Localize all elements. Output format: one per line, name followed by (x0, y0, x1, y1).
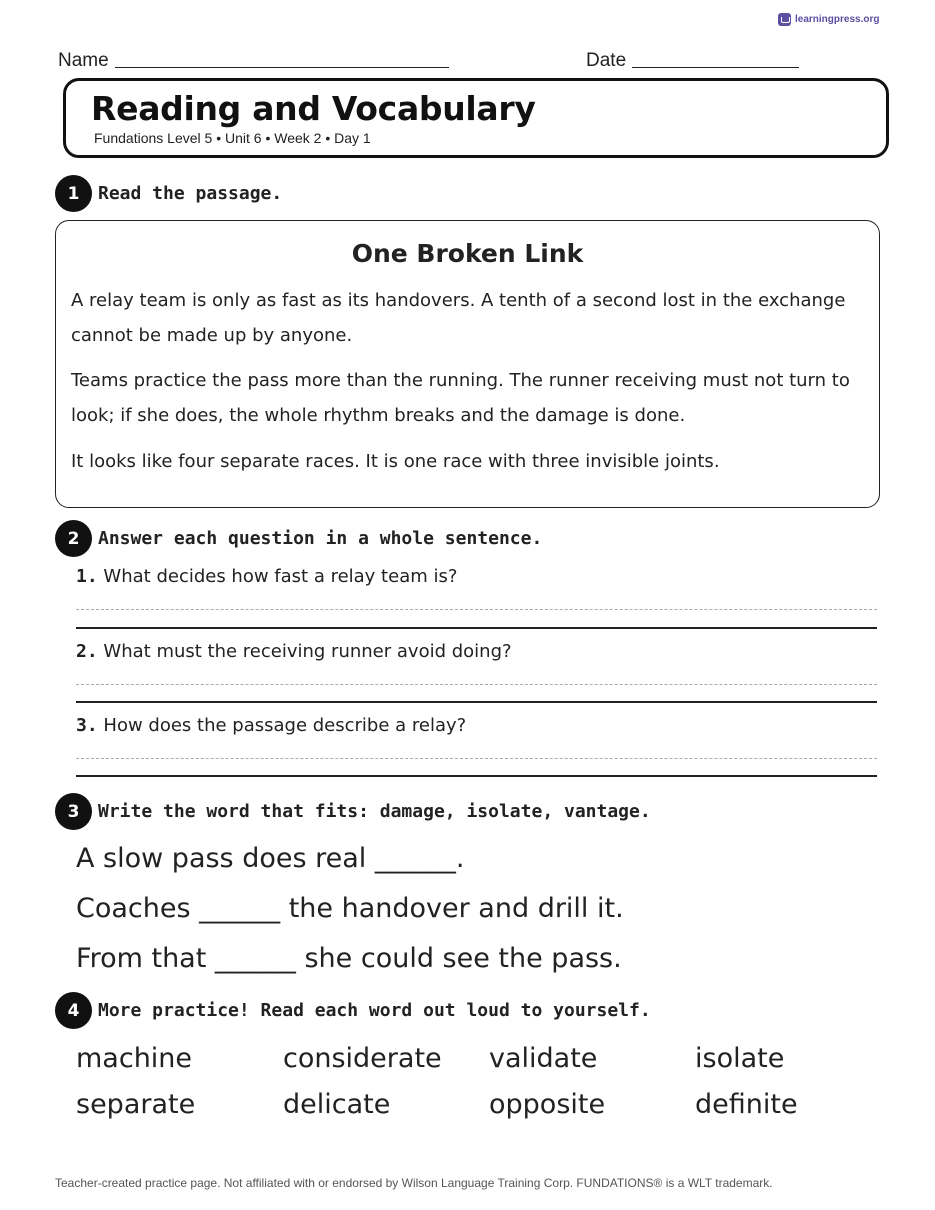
name-blank[interactable] (115, 50, 449, 68)
section-1-heading (55, 175, 282, 212)
answer-guide-line (76, 684, 877, 685)
section-instruction: More practice! Read each word out loud to yourself. (98, 1000, 651, 1021)
practice-word: considerate (283, 1043, 442, 1074)
date-blank[interactable] (632, 50, 799, 68)
name-field (58, 48, 449, 72)
answer-line-3[interactable] (76, 775, 877, 777)
section-3-heading (55, 793, 651, 830)
practice-word: isolate (695, 1043, 785, 1074)
brand-logo[interactable] (778, 13, 879, 26)
fill-in-sentence[interactable]: From that ______ she could see the pass. (76, 943, 622, 974)
book-icon (778, 13, 791, 26)
question-text: What decides how fast a relay team is? (103, 566, 458, 587)
name-label: Name (58, 50, 109, 71)
question-text: What must the receiving runner avoid doing? (103, 641, 512, 662)
section-number: 3 (55, 793, 92, 830)
practice-word: delicate (283, 1089, 391, 1120)
answer-guide-line (76, 758, 877, 759)
practice-word: definite (695, 1089, 798, 1120)
passage-box (55, 220, 880, 508)
question-text: How does the passage describe a relay? (103, 715, 467, 736)
question-3 (76, 715, 466, 736)
practice-word: separate (76, 1089, 196, 1120)
passage-paragraph: Teams practice the pass more than the running. The runner receiving must not turn to look; if she does, the whole rhythm breaks and the damage is done. (71, 370, 850, 426)
question-number: 3. (76, 715, 98, 736)
section-number: 2 (55, 520, 92, 557)
passage-paragraph: It looks like four separate races. It is one race with three invisible joints. (71, 451, 720, 472)
section-instruction: Read the passage. (98, 183, 283, 204)
section-instruction: Answer each question in a whole sentence. (98, 528, 543, 549)
section-2-heading (55, 520, 542, 557)
passage-title: One Broken Link (351, 239, 584, 268)
section-number: 1 (55, 175, 92, 212)
fill-in-sentence[interactable]: Coaches ______ the handover and drill it. (76, 893, 624, 924)
answer-line-2[interactable] (76, 701, 877, 703)
brand-name: learningpress.org (795, 14, 880, 25)
section-instruction: Write the word that fits: damage, isolate, vantage. (98, 801, 651, 822)
question-number: 1. (76, 566, 98, 587)
answer-guide-line (76, 609, 877, 610)
answer-line-1[interactable] (76, 627, 877, 629)
page-subtitle: Fundations Level 5 • Unit 6 • Week 2 • Day 1 (94, 130, 371, 146)
fill-in-sentence[interactable]: A slow pass does real ______. (76, 843, 465, 874)
date-field (586, 48, 799, 72)
section-4-heading (55, 992, 651, 1029)
passage-paragraph: A relay team is only as fast as its handovers. A tenth of a second lost in the exchange cannot be made up by anyone. (71, 290, 846, 346)
date-label: Date (586, 50, 627, 71)
question-2 (76, 641, 512, 662)
practice-word: validate (489, 1043, 598, 1074)
section-number: 4 (55, 992, 92, 1029)
question-number: 2. (76, 641, 98, 662)
footer-disclaimer: Teacher-created practice page. Not affiliated with or endorsed by Wilson Language Training Corp. FUNDATIONS® is a WLT trademark. (55, 1176, 773, 1190)
practice-word: machine (76, 1043, 193, 1074)
title-box (63, 78, 889, 158)
question-1 (76, 566, 457, 587)
practice-word: opposite (489, 1089, 606, 1120)
page-title: Reading and Vocabulary (91, 89, 536, 128)
